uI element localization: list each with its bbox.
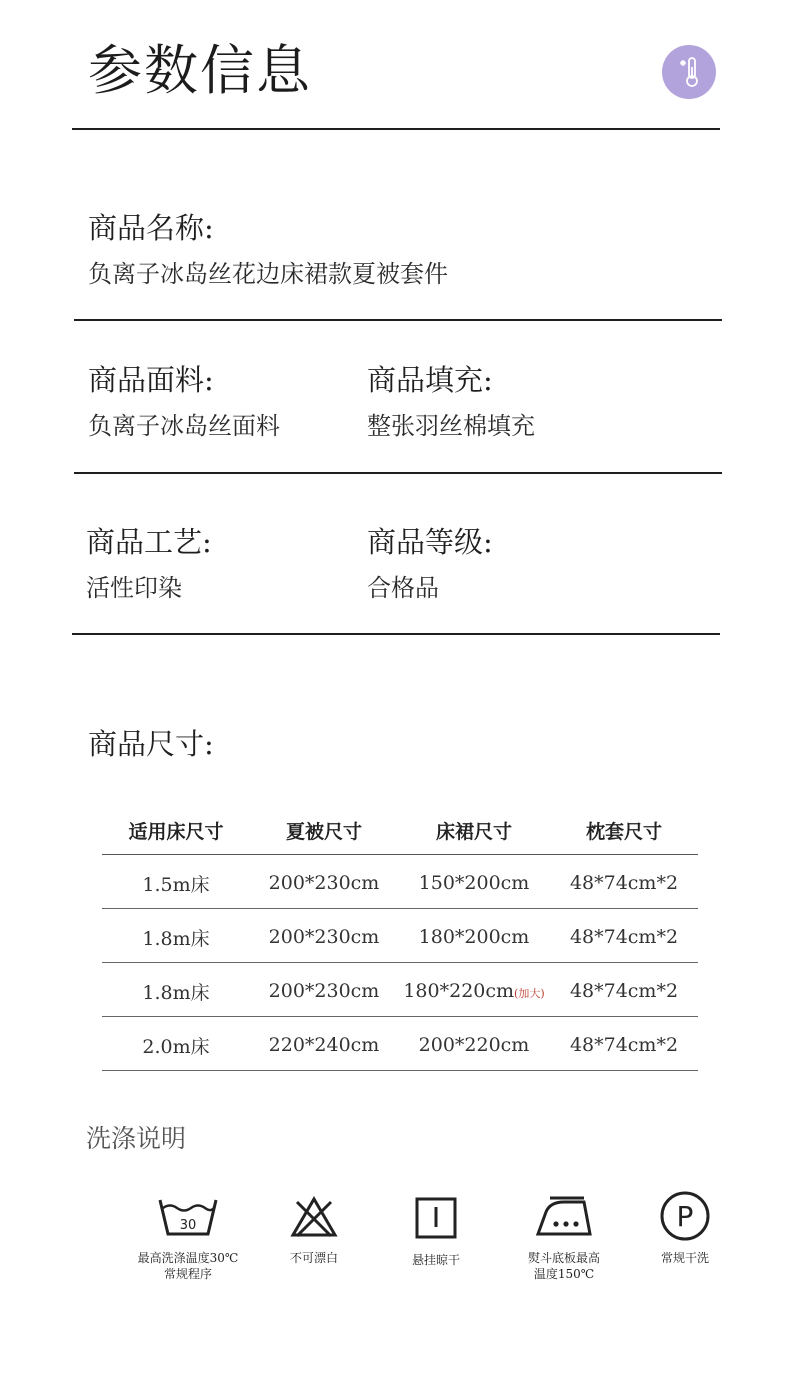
bed-size-cell: 2.0m床 (102, 1017, 250, 1071)
skirt-size-cell (398, 1017, 550, 1071)
care-caption (499, 1250, 629, 1282)
care-caption-line1: 不可漂白 (289, 1251, 338, 1265)
bed-size-cell: 1.8m床 (102, 963, 250, 1017)
care-caption-line2: 温度150℃ (533, 1267, 595, 1281)
quilt-size-cell: 200*230cm (250, 855, 398, 909)
craft-label: 商品工艺: (86, 525, 212, 559)
wash-title: 洗涤说明 (86, 1124, 187, 1153)
skirt-size-value: 180*200cm (418, 926, 530, 948)
skirt-size-value: 150*200cm (418, 872, 530, 894)
table-row (102, 963, 698, 1017)
care-caption-line1: 常规干洗 (660, 1251, 709, 1265)
dry-clean-letter: P (676, 1200, 694, 1233)
care-caption (371, 1252, 501, 1268)
care-item-iron (499, 1196, 629, 1282)
care-item-wash (123, 1196, 253, 1282)
quilt-size-cell: 200*230cm (250, 963, 398, 1017)
care-caption-line2: 常规程序 (163, 1267, 212, 1281)
fabric-value: 负离子冰岛丝面料 (88, 412, 280, 440)
iron-icon (534, 1196, 594, 1238)
no-bleach-icon (289, 1196, 339, 1238)
care-item-dry-clean (620, 1196, 750, 1266)
wash-tub-30-icon (157, 1196, 219, 1238)
bed-size-cell: 1.5m床 (102, 855, 250, 909)
care-caption-line1: 悬挂晾干 (411, 1253, 460, 1267)
size-table (102, 806, 698, 1071)
craft-value: 活性印染 (86, 574, 182, 602)
skirt-size-note: (加大) (514, 987, 545, 1000)
skirt-size-cell (398, 855, 550, 909)
table-row (102, 855, 698, 909)
care-caption (620, 1250, 750, 1266)
dry-clean-p-icon (659, 1190, 711, 1242)
grade-value: 合格品 (367, 574, 439, 602)
care-caption-line1: 最高洗涤温度30℃ (137, 1251, 239, 1265)
fabric-label: 商品面料: (88, 363, 214, 397)
care-item-no-bleach (249, 1196, 379, 1266)
quilt-size-cell: 200*230cm (250, 909, 398, 963)
divider-1 (74, 319, 722, 321)
wash-temp-number: 30 (179, 1218, 197, 1233)
col-bed-size: 适用床尺寸 (102, 806, 250, 855)
filling-label: 商品填充: (367, 363, 493, 397)
grade-label: 商品等级: (367, 525, 493, 559)
product-name-value: 负离子冰岛丝花边床裙款夏被套件 (88, 260, 448, 288)
divider-3 (72, 633, 720, 635)
col-skirt-size: 床裙尺寸 (398, 806, 550, 855)
care-item-hang-dry (371, 1196, 501, 1268)
skirt-size-cell (398, 909, 550, 963)
thermometer-snowflake-icon (662, 45, 716, 99)
filling-value: 整张羽丝棉填充 (367, 412, 535, 440)
skirt-size-cell (398, 963, 550, 1017)
table-row (102, 1017, 698, 1071)
table-row (102, 909, 698, 963)
hang-dry-icon (414, 1196, 458, 1240)
bed-size-cell: 1.8m床 (102, 909, 250, 963)
size-label: 商品尺寸: (88, 727, 214, 761)
pillow-size-cell: 48*74cm*2 (550, 855, 698, 909)
pillow-size-cell: 48*74cm*2 (550, 909, 698, 963)
skirt-size-value: 180*220cm (403, 980, 515, 1002)
divider-2 (74, 472, 722, 474)
skirt-size-value: 200*220cm (418, 1034, 530, 1056)
care-caption (249, 1250, 379, 1266)
header-divider (72, 128, 720, 130)
pillow-size-cell: 48*74cm*2 (550, 963, 698, 1017)
col-pillow-size: 枕套尺寸 (550, 806, 698, 855)
page-title: 参数信息 (88, 39, 312, 102)
size-table-header (102, 806, 698, 855)
col-quilt-size: 夏被尺寸 (250, 806, 398, 855)
care-caption-line1: 熨斗底板最高 (527, 1251, 600, 1265)
product-name-label: 商品名称: (88, 211, 214, 245)
care-caption (123, 1250, 253, 1282)
pillow-size-cell: 48*74cm*2 (550, 1017, 698, 1071)
quilt-size-cell: 220*240cm (250, 1017, 398, 1071)
